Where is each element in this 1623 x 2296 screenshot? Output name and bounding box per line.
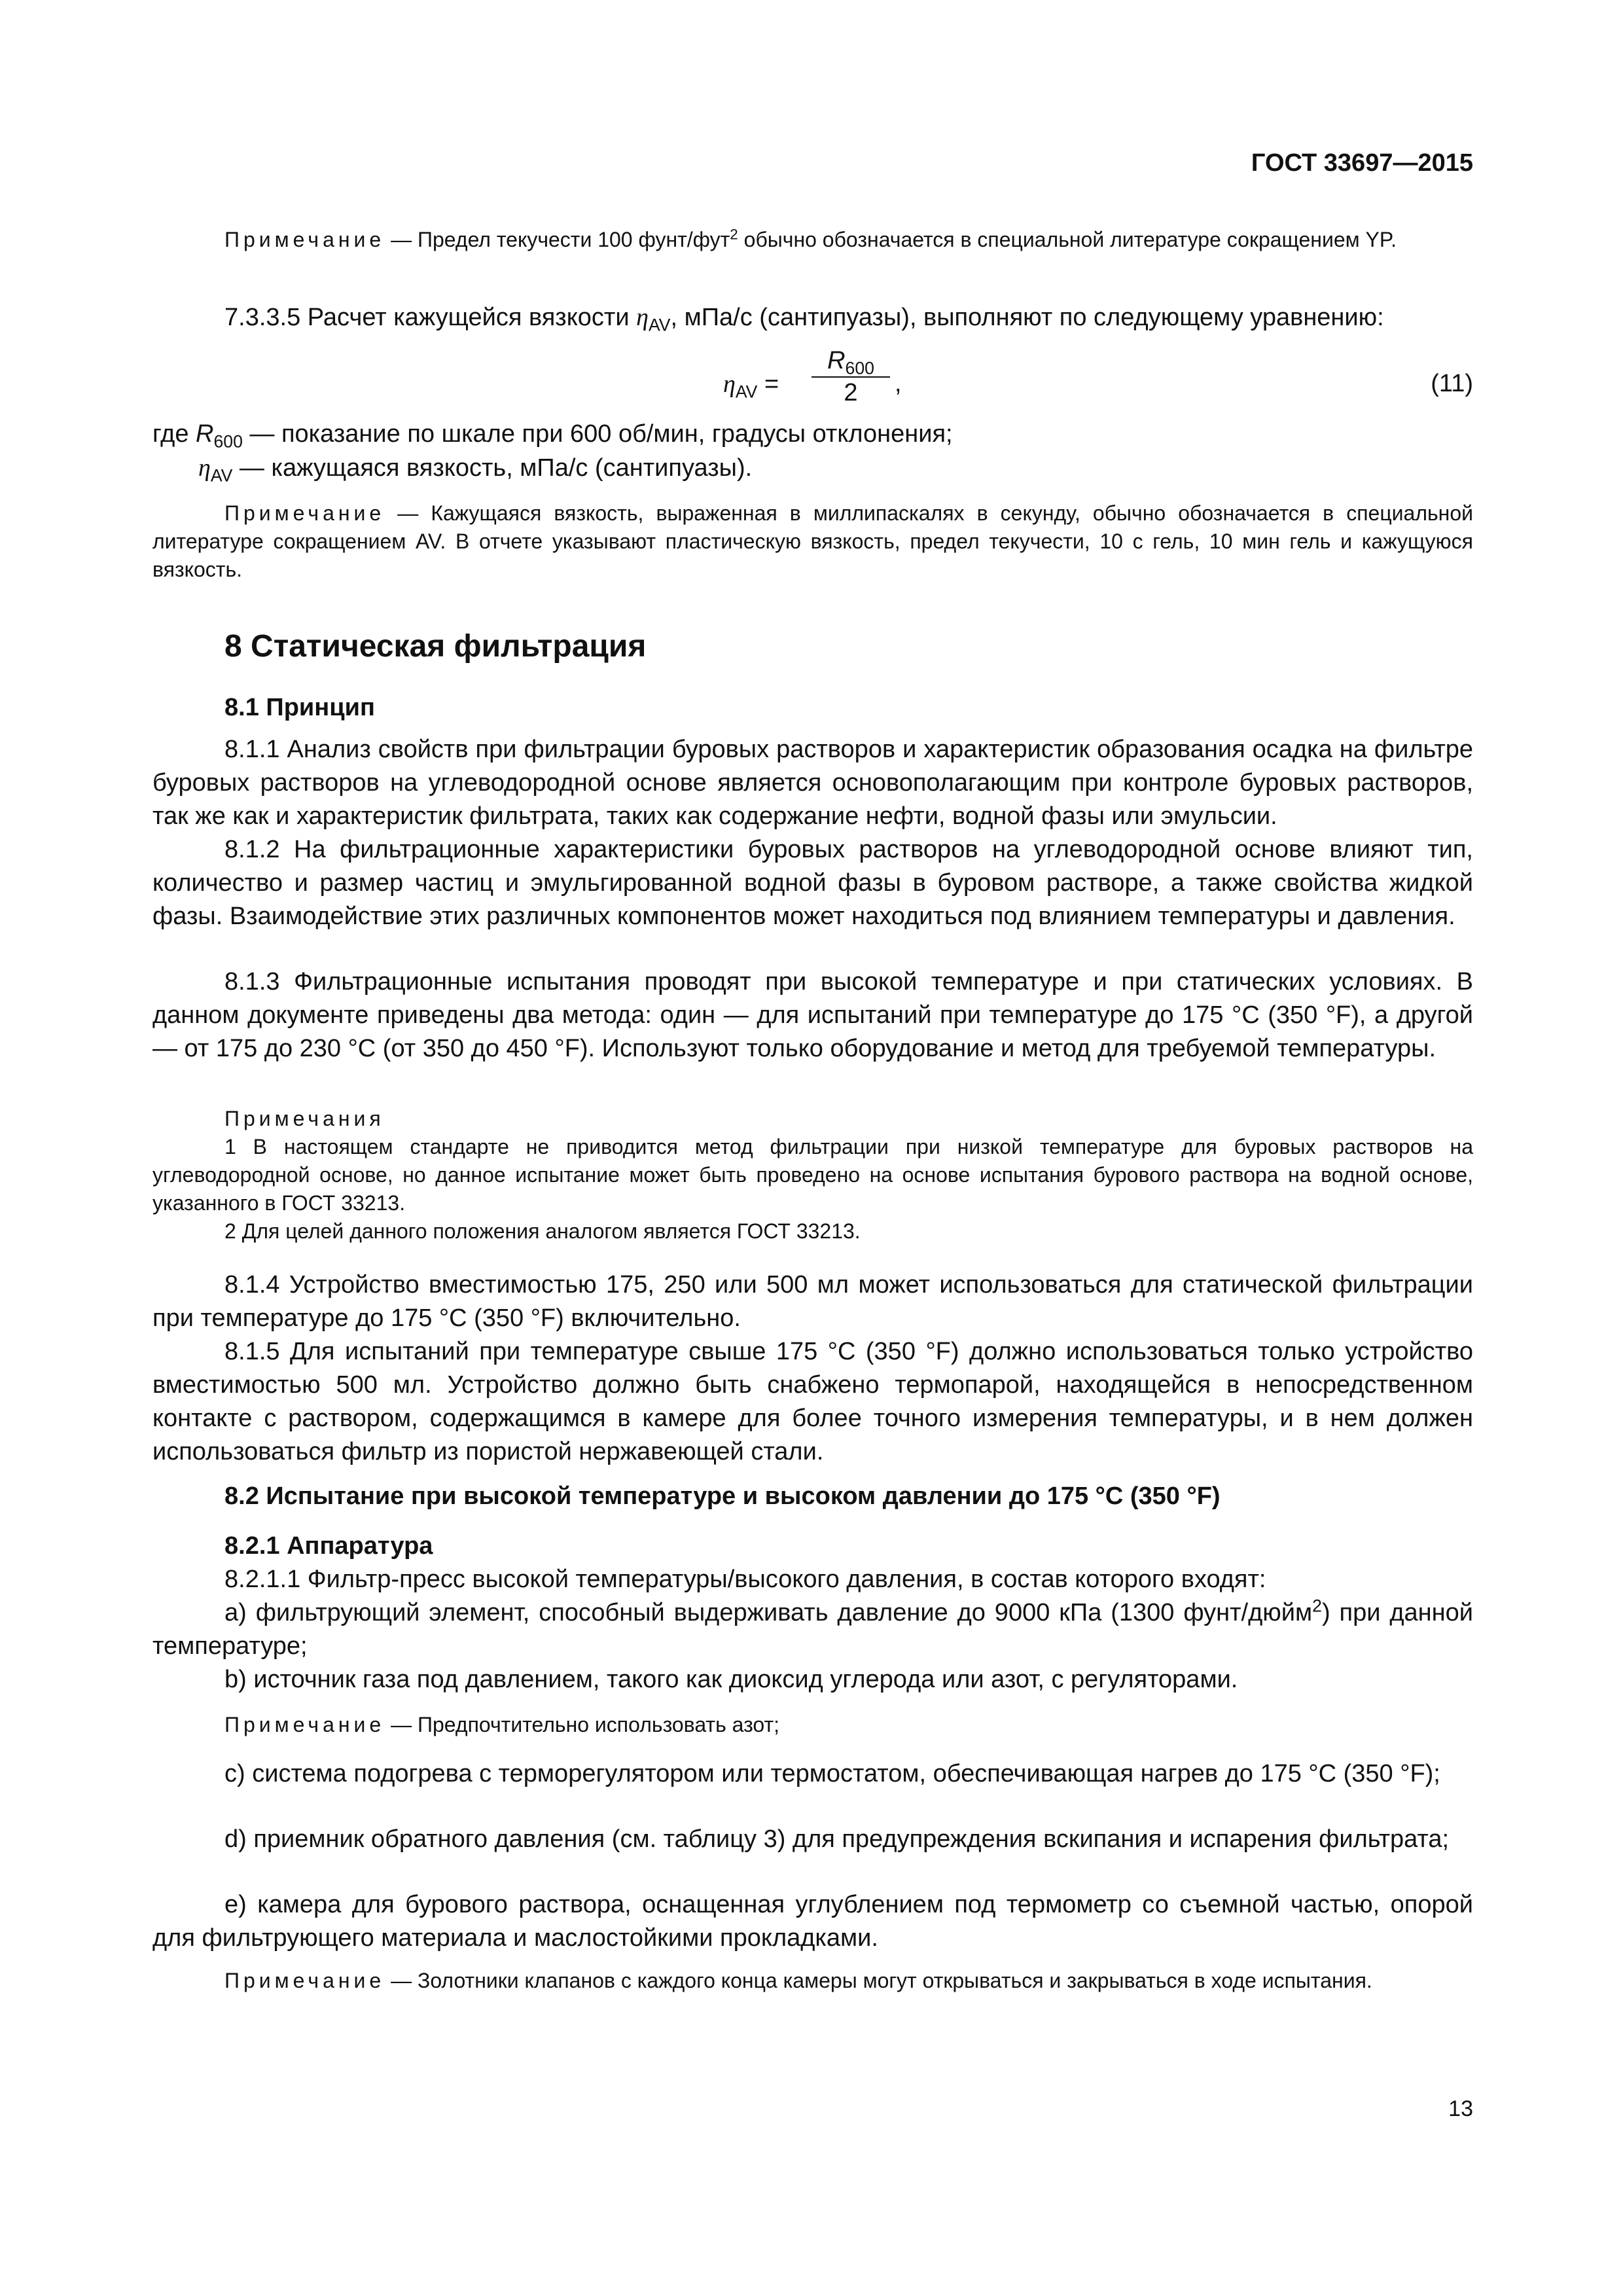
paragraph-7-3-3-5: [152, 301, 1473, 334]
note-text: обычно обозначается в специальной литературе сокращением YP.: [738, 228, 1397, 251]
formula-11: [723, 347, 1473, 419]
equation-number: (11): [1431, 370, 1473, 397]
paragraph-8-1-4: 8.1.4 Устройство вместимостью 175, 250 или 500 мл может использоваться для статической фильтрации при температуре до 175 °С (350 °F) включительно.: [152, 1271, 1473, 1332]
item-text: ) при данной температуре;: [152, 1599, 1473, 1660]
eta-symbol: η: [198, 454, 211, 482]
note-item-1: 1 В настоящем стандарте не приводится метод фильтрации при низкой температуре для буровых растворов на углеводородной основе, но данное испытание может быть проведено на основе испытания бурового раствора на водной основе, указанного в ГОСТ 33213.: [152, 1135, 1473, 1215]
subscript: AV: [648, 315, 671, 335]
list-item-c: с) система подогрева с терморегулятором или термостатом, обеспечивающая нагрев до 175 °С (350 °F);: [224, 1760, 1440, 1787]
note-text: — Кажущаяся вязкость, выраженная в миллипаскалях в секунду, обычно обозначается в специальной литературе сокращением AV. В отчете указывают пластическую вязкость, предел текучести, 10 с гель, 10 мин гель и кажущуюся вязкость.: [152, 501, 1473, 581]
note-text: — Золотники клапанов с каждого конца камеры могут открываться и закрываться в ходе испытания.: [385, 1969, 1372, 1992]
list-item-e: е) камера для бурового раствора, оснащенная углублением под термометр со съемной частью, опорой для фильтрующего материала и маслостойкими прокладками.: [152, 1891, 1473, 1952]
paragraph-8-2-1-1: 8.2.1.1 Фильтр-пресс высокой температуры/высокого давления, в состав которого входят:: [224, 1566, 1266, 1593]
list-item-a: [152, 1596, 1473, 1663]
formula-lhs: [723, 370, 779, 402]
paragraph-8-1-3: 8.1.3 Фильтрационные испытания проводят при высокой температуре и при статических условиях. В данном документе приведены два метода: один — для испытаний при температуре до 175 °С (350 °F), а другой — от 175 до 230 °С (от 350 до 450 °F). Используют только оборудование и метод для требуемой температуры.: [152, 968, 1473, 1062]
note-label: Примечание: [224, 1969, 385, 1992]
paragraph-text: , мПа/с (сантипуазы), выполняют по следующему уравнению:: [670, 304, 1384, 331]
def-text: — показание по шкале при 600 об/мин, градусы отклонения;: [242, 420, 953, 448]
list-item-b: b) источник газа под давлением, такого как диоксид углерода или азот, с регуляторами.: [224, 1666, 1238, 1693]
note-text: — Предпочтительно использовать азот;: [385, 1713, 780, 1736]
page-number: 13: [1448, 2096, 1473, 2121]
definition-r600: [152, 418, 953, 451]
r-symbol: R: [827, 347, 846, 374]
subscript: AV: [210, 465, 233, 486]
eta-symbol: η: [723, 370, 736, 398]
formula-fraction: [812, 347, 890, 407]
fraction-numerator: [812, 347, 890, 378]
note-valves: [152, 1967, 1473, 1995]
note-item-2: 2 Для целей данного положения аналогом является ГОСТ 33213.: [224, 1219, 861, 1243]
paragraph-8-1-1: 8.1.1 Анализ свойств при фильтрации буровых растворов и характеристик образования осадка на фильтре буровых растворов на углеводородной основе является основополагающим при контроле буровых растворов, так же как и характеристик фильтрата, таких как содержание нефти, водной фазы или эмульсии.: [152, 736, 1473, 830]
subscript: AV: [735, 382, 758, 402]
def-prefix: где: [152, 420, 196, 448]
superscript: 2: [1312, 1596, 1322, 1616]
notes-label: Примечания: [224, 1107, 385, 1130]
note-nitrogen: [152, 1711, 1473, 1739]
note-label: Примечание: [224, 228, 385, 251]
note-text: — Предел текучести 100 фунт/фут: [385, 228, 730, 251]
paragraph-8-1-2: 8.1.2 На фильтрационные характеристики буровых растворов на углеводородной основе влияют тип, количество и размер частиц и эмульгированной водной фазы в буровом растворе, а также свойства жидкой фазы. Взаимодействие этих различных компонентов может находиться под влиянием температуры и давления.: [152, 836, 1473, 930]
def-text: — кажущаяся вязкость, мПа/с (сантипуазы).: [232, 454, 753, 482]
paragraph-text: 7.3.3.5 Расчет кажущейся вязкости: [224, 304, 637, 331]
formula-comma: ,: [895, 370, 902, 397]
item-text: а) фильтрующий элемент, способный выдерживать давление до 9000 кПа (1300 фунт/дюйм: [224, 1599, 1313, 1626]
equals-sign: =: [764, 370, 779, 398]
r-symbol: R: [196, 420, 214, 448]
definition-eta-av: [198, 452, 752, 485]
fraction-denominator: 2: [844, 379, 858, 406]
section-8-title: 8 Статическая фильтрация: [224, 629, 647, 664]
note-yield-point: [152, 226, 1473, 254]
eta-symbol: η: [636, 304, 649, 331]
document-header: ГОСТ 33697—2015: [1251, 149, 1473, 177]
subsection-8-2-1-title: 8.2.1 Аппаратура: [224, 1532, 433, 1560]
paragraph-8-1-5: 8.1.5 Для испытаний при температуре свыше 175 °С (350 °F) должно использоваться только устройство вместимостью 500 мл. Устройство должно быть снабжено термопарой, находящейся в непосредственном контакте с раствором, содержащимся в камере для более точного измерения температуры, и в нем должен использоваться фильтр из пористой нержавеющей стали.: [152, 1338, 1473, 1465]
subscript: 600: [213, 431, 243, 452]
subsection-8-2-title: 8.2 Испытание при высокой температуре и высоком давлении до 175 °С (350 °F): [224, 1482, 1221, 1510]
subscript: 600: [845, 358, 874, 378]
note-label: Примечание: [224, 1713, 385, 1736]
subsection-8-1-title: 8.1 Принцип: [224, 694, 375, 721]
superscript: 2: [730, 226, 738, 243]
list-item-d: d) приемник обратного давления (см. таблицу 3) для предупреждения вскипания и испарения фильтрата;: [224, 1825, 1450, 1853]
note-apparent-viscosity: [152, 499, 1473, 584]
note-label: Примечание: [224, 501, 385, 525]
